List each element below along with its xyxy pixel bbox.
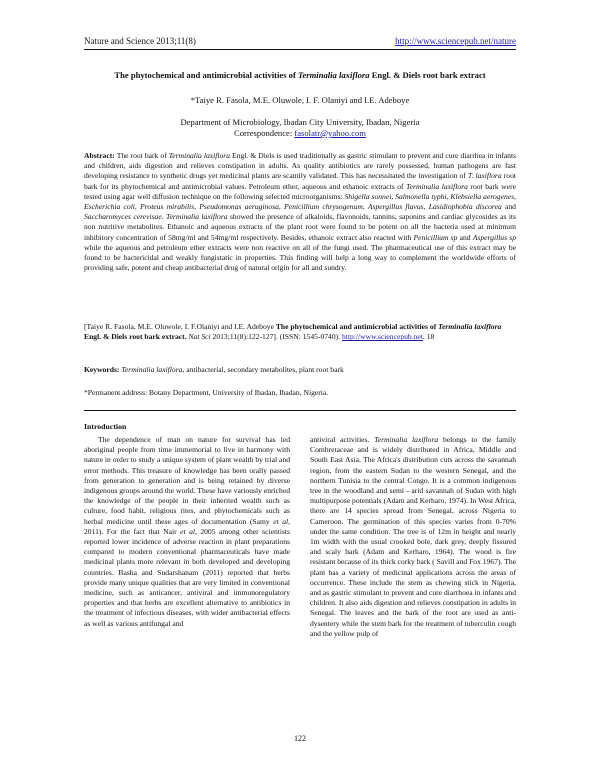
left-column	[84, 435, 290, 629]
abstract-organisms: Shigella sonnei, Salmonella typhi, Klebsiella aerogenes, Escherichia coli, Proteus mirabilis, Pseudomonas aeruginosa, Penicillium chrysogenum, Aspergillus flavus, Lasidiophobia discorea	[84, 191, 516, 212]
authors: *Taiye R. Fasola, M.E. Oluwole, I. F. Olaniyi and I.E. Adeboye	[190, 95, 410, 105]
paper-title	[84, 70, 516, 80]
abstract	[84, 151, 516, 273]
title-species: Terminalia laxiflora	[298, 70, 370, 80]
intro-etal: et al	[180, 526, 195, 536]
intro-paragraph	[84, 435, 290, 629]
correspondence	[84, 128, 516, 138]
intro-species: Terminalia laxiflora	[374, 435, 439, 444]
intro-text: , 2005 among other scientists reported lower incidence of adverse reaction in plant preparations compared to modern conventional pharmaceuticals have made medicinal plants more relevant in both developed and developing countries. Basha and Sudarshanam (2011) reported that herbs provide many unique qualities that are very limited in conventional medicine, such as anticancer, antiviral and immunoregulatory properties and that herbs are excellent alternative to antibiotics in the treatment of infectious diseases, with wider antibacterial effects as well as various antifungal and	[84, 526, 290, 628]
intro-text: 2011). For the fact that Nair	[84, 526, 181, 536]
abstract-text: root bark for its phytochemical and antimicrobial values. Petroleum ether, aqueous and ethanoic extracts of	[84, 171, 516, 191]
abstract-species: Terminalia laxiflora	[168, 151, 231, 160]
abstract-text: and	[501, 202, 516, 212]
keywords-label: Keywords:	[84, 365, 120, 374]
intro-text: antiviral activities.	[310, 435, 375, 444]
affiliation: Department of Microbiology, Ibadan City University, Ibadan, Nigeria	[180, 117, 420, 127]
intro-text: belongs to the family Combretaceae and is widely distributed in Africa, Middle and South East Asia. The Africa's distribution cuts across the savannah region, from the eastern Sudan to the western Senegal, and the northern Tunisia to the central Congo. It is a common indigenous tree in the woodland and semi - arid savannah of Sudan with high multipurpose potentials (Adam and Kerharo, 1974). In West Africa, there are 14 species spread from Senegal, across Nigeria to Cameroon. The germination of this species varies from 0-70% under the same condition. The tree is of 12m in height and nearly 1m width with the usual crooked bole, dark grey, deeply fissured and scaly bark (Adam and Kerharo, 1964). The wood is fire resistant because of its thick corky bark ( Savill and Fox 1967). The plant has a variety of medicinal applications across the areas of occurrence. These include the stem as chewing stick in Nigeria, and as gastric stimulant to prevent and cure diarrhoea in infants and children. It also aids digestion and relieves constipation in adults in Senegal. The leaves and the bark of the root are used as anti-dysentery while the stem bark for the treatment of tuberculin cough and the yellow pulp of	[310, 435, 516, 638]
abstract-species: Terminalia laxiflora	[166, 212, 228, 222]
citation-title: The phytochemical and antimicrobial activities of	[275, 322, 439, 331]
citation-journal: Nat Sci	[188, 332, 211, 342]
abstract-text: root bark were tested using agar well diffusion technique on the following selected microorganisms:	[84, 181, 516, 201]
citation-url-link[interactable]: http://www.sciencepub.net	[341, 332, 423, 342]
keywords	[84, 365, 516, 374]
abstract-text: and	[457, 232, 473, 242]
introduction-heading: Introduction	[84, 422, 127, 431]
keywords-list: , antibacterial, secondary metabolites, plant root bark	[182, 365, 344, 374]
journal-url-link[interactable]: http://www.sciencepub.net/nature	[395, 36, 516, 46]
intro-text: The dependence of man on nature for survival has led aboriginal people from time immemorial to live in harmony with nature in order to study a unique system of plant wealth by trial and error methods. This treasure of knowledge has been orally passed from generation to generation and is being retained by diverse indigenous groups around the world. These have variously enriched the knowledge of the people in their inherited wealth such as culture, food habit, religious rites, and phytochemicals such as herbal medicine until these ages of documentation (Samy	[84, 435, 290, 526]
title-suffix: Engl. & Diels root bark extract	[369, 70, 486, 80]
journal-header: Nature and Science 2013;11(8)	[84, 36, 196, 46]
citation-text: . 18	[422, 332, 435, 342]
abstract-text: .	[161, 212, 166, 222]
citation-species: Terminalia laxiflora	[438, 322, 502, 331]
citation-authors: [Taiye R. Fasola, M.E. Oluwole, I. F.Olaniyi and I.E. Adeboye	[84, 322, 276, 331]
abstract-organisms: Penicillium sp	[413, 232, 458, 242]
section-rule	[84, 410, 516, 411]
keywords-species: Terminalia laxiflora	[121, 365, 183, 374]
abstract-text: showed the presence of alkaloids, flavonoids, tannins, saponins and cardiac glycosides as its non nutritive metabolites. Ethanoic and aqueous extracts of the plant root were found to be potent on all the bacteria used at minimum inhibitory concentration of 58mg/ml and 54mg/ml respectively. Besides, ethanoic extract also reacted with	[84, 212, 516, 242]
intro-etal: et al,	[273, 516, 290, 526]
abstract-text: The root bark of	[114, 151, 169, 160]
abstract-text: while the aqueous and petroleum ether extracts were non reactive on all of the fungi used. The pharmaceutical use of this extract may be found to be bactericidal and weakly fungistatic in properties. This finding will help a long way to complement the worldwide efforts of providing safe, potent and cheap antibacterial drug of natural origin for all and sundry.	[84, 242, 516, 273]
permanent-address: *Permanent address: Botany Department, University of Ibadan, Ibadan, Nigeria.	[84, 388, 329, 397]
citation	[84, 322, 516, 342]
intro-paragraph	[310, 435, 516, 639]
header-rule	[84, 49, 516, 50]
abstract-label: Abstract:	[84, 151, 115, 160]
correspondence-email-link[interactable]: fasolatr@yahoo.com	[294, 128, 366, 138]
running-header	[84, 36, 516, 46]
correspondence-label: Correspondence:	[233, 128, 295, 138]
abstract-organisms: Aspergillus sp	[472, 232, 516, 242]
abstract-species: T. laxiflora	[467, 171, 502, 181]
abstract-species: Terminalia laxiflora	[406, 181, 468, 191]
page-number: 122	[294, 734, 306, 743]
citation-title: Engl. & Diels root bark extract.	[84, 332, 187, 342]
title-prefix: The phytochemical and antimicrobial activities of	[114, 70, 298, 80]
abstract-text: Engl. & Diels is used traditionally as gastric stimulant to prevent and cure diarrhea in infants and children, aids digestion and relieves constipation in adults. As quality antibiotics are rarely possessed, human pathogens are fast developing resistance to synthetic drugs yet medicinal plants are scantily validated. This has necessitated the investigation of	[84, 151, 517, 181]
citation-text: 2013;11(8):122-127]. (ISSN: 1545-0740).	[210, 332, 342, 342]
right-column	[310, 435, 516, 639]
abstract-organisms: Saccharomyces cerevisae	[84, 212, 162, 222]
